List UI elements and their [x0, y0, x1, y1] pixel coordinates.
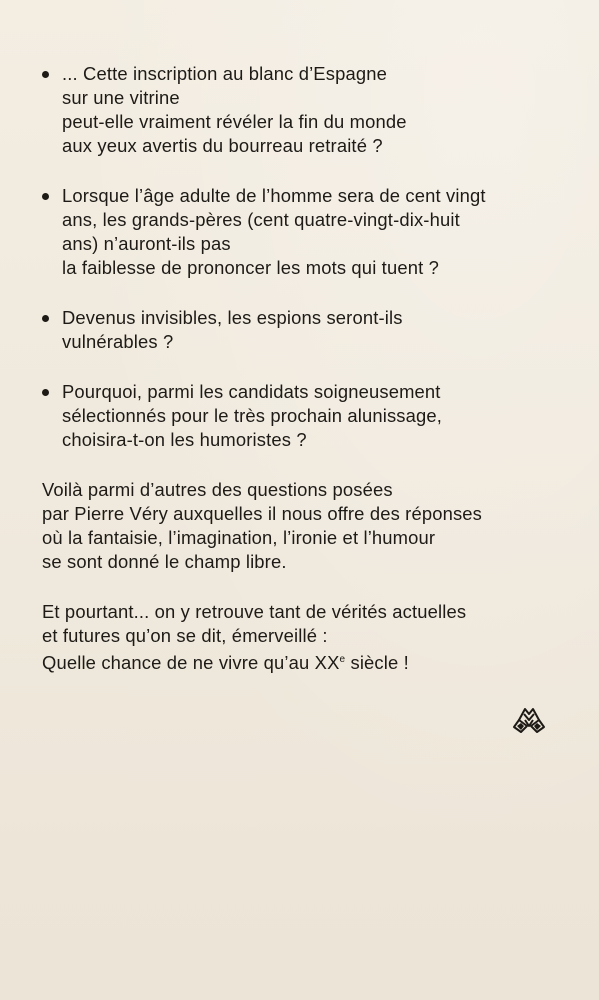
- summary-paragraph: [42, 478, 572, 574]
- text-line: se sont donné le champ libre.: [42, 551, 287, 572]
- text-line: ans) n’auront-ils pas: [62, 233, 231, 254]
- text-line: Pourquoi, parmi les candidats soigneusement: [62, 381, 441, 402]
- century-superscript: e: [339, 654, 346, 665]
- question-item: [42, 62, 572, 158]
- text-line: Voilà parmi d’autres des questions posées: [42, 479, 393, 500]
- text-line: choisira-t-on les humoristes ?: [62, 429, 307, 450]
- text-line: ... Cette inscription au blanc d’Espagne: [62, 63, 387, 84]
- text-line: par Pierre Véry auxquelles il nous offre des réponses: [42, 503, 483, 524]
- bullet-icon: [42, 315, 49, 322]
- closing-paragraph: [42, 600, 572, 675]
- bullet-icon: [42, 389, 49, 396]
- text-line: aux yeux avertis du bourreau retraité ?: [62, 135, 383, 156]
- text-line: la faiblesse de prononcer les mots qui tuent ?: [62, 257, 439, 278]
- blurb-text: [42, 62, 572, 701]
- question-item: [42, 306, 572, 354]
- text-line: vulnérables ?: [62, 331, 174, 352]
- text-line: Devenus invisibles, les espions seront-ils: [62, 307, 403, 328]
- closing-line-end: siècle !: [345, 652, 409, 673]
- question-item: [42, 380, 572, 452]
- bullet-icon: [42, 193, 49, 200]
- bullet-icon: [42, 71, 49, 78]
- closing-line-start: Quelle chance de ne vivre qu’au XX: [42, 652, 340, 673]
- closing-line: [42, 648, 572, 675]
- text-line: sélectionnés pour le très prochain alunissage,: [62, 405, 443, 426]
- text-line: Et pourtant... on y retrouve tant de vérités actuelles: [42, 601, 467, 622]
- text-line: sur une vitrine: [62, 87, 180, 108]
- text-line: ans, les grands-pères (cent quatre-vingt-dix-huit: [62, 209, 460, 230]
- text-line: où la fantaisie, l’imagination, l’ironie et l’humour: [42, 527, 436, 548]
- text-line: et futures qu’on se dit, émerveillé :: [42, 625, 328, 646]
- publisher-emblem-icon: [511, 705, 547, 737]
- text-line: peut-elle vraiment révéler la fin du monde: [62, 111, 407, 132]
- text-line: Lorsque l’âge adulte de l’homme sera de cent vingt: [62, 185, 486, 206]
- question-item: [42, 184, 572, 280]
